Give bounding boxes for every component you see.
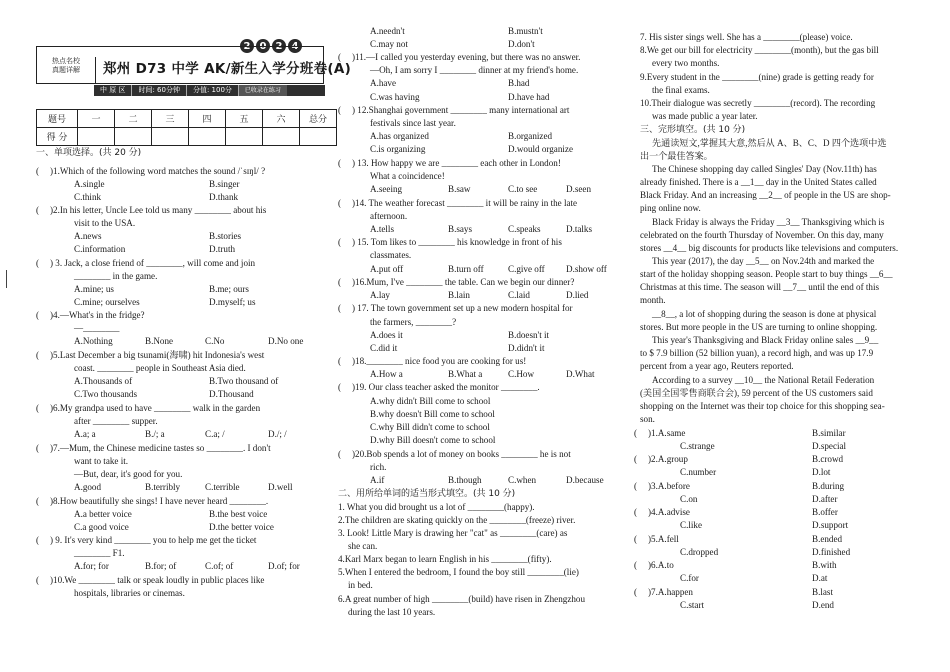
text-line: A.single [74, 179, 105, 189]
text-line: C.speaks [508, 224, 541, 234]
text-line: D.at [812, 573, 828, 583]
text-line: D.after [812, 494, 838, 504]
text-line: C.Two thousands [74, 389, 138, 399]
text-line: 7. His sister sings well. She has a ________(please) voice. [640, 32, 853, 42]
title-box [36, 46, 352, 84]
answer-paren[interactable]: ( [36, 535, 40, 545]
text-line: A.needn't [370, 26, 405, 36]
answer-paren[interactable]: ( [36, 350, 40, 360]
text-line: in bed. [348, 580, 373, 590]
text-line: son. [640, 414, 655, 424]
text-line: )5.A.fell [648, 534, 679, 544]
score-header-cell: 三 [152, 110, 189, 128]
text-line: after ________ supper. [74, 416, 158, 426]
text-line: The Chinese shopping day called Singles' Day (Nov.11th) has [652, 164, 877, 174]
score-header-cell: 二 [115, 110, 152, 128]
text-line: ping online now. [640, 203, 701, 213]
text-line: C.think [74, 192, 102, 202]
text-line: 8.We get our bill for electricity ________(month), but the gas bill [640, 45, 879, 55]
text-line: )19. Our class teacher asked the monitor ________. [352, 382, 540, 392]
text-line: —________ [74, 323, 120, 333]
text-line: C.of; of [205, 561, 234, 571]
answer-paren[interactable]: ( [634, 534, 638, 544]
text-line: B.last [812, 587, 833, 597]
text-line: Black Friday. And an increasing __2__ of people in the US are shop- [640, 190, 891, 200]
score-table [36, 109, 337, 146]
text-line: C.why Bill didn't come to school [370, 422, 490, 432]
text-line: )10.We ________ talk or speak loudly in public places like [50, 575, 265, 585]
badge-line: 热点名校 [52, 57, 80, 65]
score-cell[interactable] [300, 128, 337, 146]
text-line: D.seen [566, 184, 591, 194]
binding-margin-mark [6, 270, 7, 288]
text-line: A.why didn't Bill come to school [370, 396, 491, 406]
text-line: )3.A.before [648, 481, 690, 491]
text-line: rich. [370, 462, 387, 472]
text-line: This year's Thanksgiving and Black Friday online sales __9__ [652, 335, 879, 345]
text-line: A.does it [370, 330, 403, 340]
text-line: )6.My grandpa used to have ________ walk in the garden [50, 403, 261, 413]
text-line: stores. But more people in the US are turning to online shopping. [640, 322, 878, 332]
answer-paren[interactable]: ( [634, 507, 638, 517]
text-line: C.when [508, 475, 537, 485]
text-line: ________ F1. [74, 548, 125, 558]
text-line: B.similar [812, 428, 846, 438]
text-line: 先通读短文,掌握其大意,然后从 A、B、C、D 四个选项中选 [652, 138, 887, 148]
text-line: ) 9. It's very kind ________ you to help me get the ticket [50, 535, 257, 545]
text-line: B.though [448, 475, 482, 485]
text-line: __8__, a lot of shopping during the season is done at physical [652, 309, 877, 319]
answer-paren[interactable]: ( [36, 496, 40, 506]
answer-paren[interactable]: ( [36, 166, 40, 176]
text-line: ________ in the game. [74, 271, 158, 281]
text-line: )4.A.advise [648, 507, 690, 517]
year-digit: 0 [256, 39, 270, 53]
text-line: B.singer [209, 179, 240, 189]
score-cell[interactable] [115, 128, 152, 146]
text-line: afternoon. [370, 211, 408, 221]
text-line: want to take it. [74, 456, 129, 466]
text-line: B.offer [812, 507, 838, 517]
text-line: B.mustn't [508, 26, 543, 36]
section1-title: 一、单项选择。(共 20 分) [36, 148, 142, 158]
text-line: )18.________ nice food you are cooking for us! [352, 356, 527, 366]
answer-paren[interactable]: ( [338, 382, 342, 392]
text-line: festivals since last year. [370, 118, 456, 128]
text-line: C.No [205, 336, 225, 346]
text-line: C.laid [508, 290, 530, 300]
info-district: 中 原 区 [94, 85, 132, 96]
text-line: A.Thousands of [74, 376, 133, 386]
text-line: D.truth [209, 244, 236, 254]
text-line: every two months. [652, 58, 720, 68]
answer-paren[interactable]: ( [36, 205, 40, 215]
answer-paren[interactable]: ( [634, 560, 638, 570]
text-line: month. [640, 295, 666, 305]
answer-paren[interactable]: ( [338, 449, 342, 459]
text-line: A.Nothing [74, 336, 113, 346]
text-line: start of the holiday shopping season. People start to buy things __6__ [640, 269, 893, 279]
text-line: )5.Last December a big tsunami(海啸) hit Indonesia's west [50, 350, 265, 360]
text-line: B.turn off [448, 264, 484, 274]
text-line: C.dropped [680, 547, 719, 557]
text-line: D.Thousand [209, 389, 254, 399]
text-line: A.has organized [370, 131, 429, 141]
text-line: D.special [812, 441, 847, 451]
text-line: C.give off [508, 264, 545, 274]
text-line: celebrated on the fourth Thursday of November. On this day, many [640, 230, 884, 240]
text-line: A.a better voice [74, 509, 132, 519]
exam-info-bar [94, 85, 325, 96]
text-line: D.lied [566, 290, 589, 300]
text-line: C.strange [680, 441, 715, 451]
text-line: 1. What you did brought us a lot of ________(happy). [338, 502, 535, 512]
text-line: B.with [812, 560, 837, 570]
answer-paren[interactable]: ( [338, 198, 342, 208]
text-line: hospitals, libraries or cinemas. [74, 588, 185, 598]
text-line: 9.Every student in the ________(nine) grade is getting ready for [640, 72, 874, 82]
text-line: A.put off [370, 264, 404, 274]
text-line: D.finished [812, 547, 851, 557]
score-header-cell: 六 [263, 110, 300, 128]
text-line: )6.A.to [648, 560, 674, 570]
text-line: B.ended [812, 534, 843, 544]
text-line: B.had [508, 78, 530, 88]
text-line: This year (2017), the day __5__ on Nov.24th and marked the [652, 256, 875, 266]
text-line: Black Friday is always the Friday __3__ Thanksgiving which is [652, 217, 885, 227]
text-line: )20.Bob spends a lot of money on books ________ he is not [352, 449, 571, 459]
score-table-header-row [37, 110, 337, 128]
text-line: C.was having [370, 92, 420, 102]
text-line: A.lay [370, 290, 390, 300]
score-cell[interactable] [263, 128, 300, 146]
text-line: D.What [566, 369, 595, 379]
text-line: 二、用所给单词的适当形式填空。(共 10 分) [338, 489, 516, 499]
text-line: A.if [370, 475, 385, 485]
text-line: stores __4__ big discounts for products like televisions and computers. [640, 243, 899, 253]
score-cell[interactable] [78, 128, 115, 146]
text-line: 出一个最佳答案。 [640, 151, 713, 161]
score-header-cell: 总分 [300, 110, 337, 128]
text-line: A.news [74, 231, 102, 241]
text-line: A.tells [370, 224, 394, 234]
text-line: —But, dear, it's good for you. [74, 469, 183, 479]
text-line: C.for [680, 573, 699, 583]
answer-paren[interactable]: ( [338, 237, 342, 247]
text-line: C.may not [370, 39, 408, 49]
text-line: )4.—What's in the fridge? [50, 310, 145, 320]
text-line: C.to see [508, 184, 538, 194]
text-line: A.a; a [74, 429, 96, 439]
year-digit: 4 [288, 39, 302, 53]
text-line: (美国全国零售商联合会), 59 percent of the US customers said [640, 388, 873, 398]
text-line: C.number [680, 467, 717, 477]
text-line: According to a survey __10__ the National Retail Federation [652, 375, 875, 385]
answer-paren[interactable]: ( [338, 158, 342, 168]
score-cell[interactable] [226, 128, 263, 146]
year-digit: 2 [272, 39, 286, 53]
text-line: D.show off [566, 264, 607, 274]
text-line: B.None [145, 336, 174, 346]
text-line: 10.Their dialogue was secretly ________(record). The recording [640, 98, 876, 108]
text-line: B.stories [209, 231, 242, 241]
text-line: D.because [566, 475, 604, 485]
text-line: D.have had [508, 92, 550, 102]
text-line: A.seeing [370, 184, 403, 194]
text-line: B.during [812, 481, 845, 491]
text-line: )2.In his letter, Uncle Lee told us many ________ about his [50, 205, 267, 215]
text-line: B.Two thousand of [209, 376, 279, 386]
text-line: during the last 10 years. [348, 607, 436, 617]
badge-line: 真题详解 [52, 66, 80, 74]
text-line: )14. The weather forecast ________ it will be rainy in the late [352, 198, 578, 208]
exam-title: 郑州 D73 中学 AK/新生入学分班卷(A) [103, 61, 352, 77]
hot-school-badge [37, 57, 96, 83]
answer-paren[interactable]: ( [36, 403, 40, 413]
text-line: B./; a [145, 429, 165, 439]
text-line: D.No one [268, 336, 304, 346]
text-line: C.like [680, 520, 702, 530]
answer-paren[interactable]: ( [634, 587, 638, 597]
answer-paren[interactable]: ( [36, 443, 40, 453]
text-line: B.why doesn't Bill come to school [370, 409, 495, 419]
text-line: C.start [680, 600, 704, 610]
answer-paren[interactable]: ( [634, 454, 638, 464]
text-line: C.on [680, 494, 698, 504]
info-score: 分值: 100分 [187, 85, 239, 96]
answer-paren[interactable]: ( [634, 481, 638, 491]
text-line: ) 17. The town government set up a new modern hospital for [352, 303, 573, 313]
score-header-cell: 五 [226, 110, 263, 128]
text-line: ) 13. How happy we are ________ each other in London! [352, 158, 561, 168]
text-line: )8.How beautifully she sings! I have never heard ________. [50, 496, 269, 506]
year-digit: 2 [240, 39, 254, 53]
text-line: C.did it [370, 343, 398, 353]
text-line: B.crowd [812, 454, 844, 464]
text-line: D.well [268, 482, 293, 492]
text-line: B.organized [508, 131, 553, 141]
text-line: the farmers, ________? [370, 317, 457, 327]
text-line: classmates. [370, 250, 412, 260]
text-line: ) 12.Shanghai government ________ many international art [352, 105, 570, 115]
text-line: A.for; for [74, 561, 109, 571]
answer-paren[interactable]: ( [338, 52, 342, 62]
text-line: A.mine; us [74, 284, 114, 294]
info-time: 时间: 60分钟 [132, 85, 187, 96]
text-line: C.a; / [205, 429, 225, 439]
answer-paren[interactable]: ( [634, 428, 638, 438]
text-line: D./; / [268, 429, 287, 439]
answer-paren[interactable]: ( [338, 105, 342, 115]
answer-paren[interactable]: ( [36, 310, 40, 320]
text-line: )1.A.same [648, 428, 686, 438]
text-line: 6.A great number of high ________(build) have risen in Zhengzhou [338, 594, 585, 604]
answer-paren[interactable]: ( [338, 303, 342, 313]
text-line: B.the best voice [209, 509, 268, 519]
text-line: A.have [370, 78, 397, 88]
text-line: D.end [812, 600, 834, 610]
score-cell[interactable] [152, 128, 189, 146]
score-header-cell: 四 [189, 110, 226, 128]
text-line: D.lot [812, 467, 831, 477]
text-line: 3. Look! Little Mary is drawing her "cat" as ________(care) as [338, 528, 568, 538]
text-line: B.says [448, 224, 472, 234]
text-line: )2.A.group [648, 454, 688, 464]
text-line: the final exams. [652, 85, 710, 95]
text-line: 4.Karl Marx began to learn English in his ________(fifty). [338, 554, 552, 564]
text-line: )11.—I called you yesterday evening, but there was no answer. [352, 52, 581, 62]
score-label-cell: 得 分 [37, 128, 78, 146]
answer-paren[interactable]: ( [338, 356, 342, 366]
text-line: D.would organize [508, 144, 573, 154]
score-table-score-row [37, 128, 337, 146]
text-line: 三、完形填空。(共 10 分) [640, 125, 746, 135]
text-line: A.good [74, 482, 102, 492]
text-line: ) 3. Jack, a close friend of ________, will come and join [50, 258, 256, 268]
text-line: )16.Mum, I've ________ the table. Can we begin our dinner? [352, 277, 575, 287]
text-line: B.for; of [145, 561, 177, 571]
text-line: C.terrible [205, 482, 240, 492]
text-line: )7.A.happen [648, 587, 693, 597]
text-line: D.don't [508, 39, 535, 49]
text-line: to $ 7.9 billion (52 billion yuan), a record high, and was up 17.9 [640, 348, 874, 358]
text-line: D.talks [566, 224, 593, 234]
score-header-cell: 题号 [37, 110, 78, 128]
text-line: D.the better voice [209, 522, 274, 532]
answer-paren[interactable]: ( [36, 575, 40, 585]
text-line: coast. ________ people in Southeast Asia died. [74, 363, 246, 373]
text-line: )7.—Mum, the Chinese medicine tastes so ________. I don't [50, 443, 271, 453]
answer-paren[interactable]: ( [36, 258, 40, 268]
text-line: B.saw [448, 184, 471, 194]
score-header-cell: 一 [78, 110, 115, 128]
text-line: D.support [812, 520, 849, 530]
text-line: D.thank [209, 192, 239, 202]
text-line: B.lain [448, 290, 470, 300]
text-line: A.How a [370, 369, 403, 379]
text-line: already finished. There is a __1__ day in the United States called [640, 177, 877, 187]
text-line: shopping on the Internet was their top choice for this shopping sea- [640, 401, 885, 411]
text-line: B.doesn't it [508, 330, 550, 340]
text-line: C.How [508, 369, 535, 379]
text-line: 5.When I entered the bedroom, I found the boy still ________(lie) [338, 567, 579, 577]
text-line: B.me; ours [209, 284, 249, 294]
text-line: B.terribly [145, 482, 181, 492]
text-line: C.information [74, 244, 126, 254]
text-line: 2.The children are skating quickly on the ________(freeze) river. [338, 515, 576, 525]
text-line: percent from a year ago, Reuters reported. [640, 361, 794, 371]
info-note: 已收录在练习 [239, 85, 287, 96]
text-line: ) 15. Tom likes to ________ his knowledge in front of his [352, 237, 562, 247]
text-line: —Oh, I am sorry I ________ dinner at my friend's home. [370, 65, 579, 75]
answer-paren[interactable]: ( [338, 277, 342, 287]
text-line: Christmas at this time. The season will __7__ until the end of this [640, 282, 880, 292]
text-line: D.didn't it [508, 343, 545, 353]
text-line: )1.Which of the following word matches the sound /ˈsɪŋl/ ? [50, 166, 266, 176]
text-line: D.why Bill doesn't come to school [370, 435, 496, 445]
text-line: was made public a year later. [652, 111, 758, 121]
text-line: D.myself; us [209, 297, 256, 307]
text-line: she can. [348, 541, 378, 551]
text-line: C.a good voice [74, 522, 129, 532]
text-line: C.mine; ourselves [74, 297, 140, 307]
text-line: D.of; for [268, 561, 300, 571]
text-line: What a coincidence! [370, 171, 445, 181]
score-cell[interactable] [189, 128, 226, 146]
text-line: C.is organizing [370, 144, 426, 154]
text-line: B.What a [448, 369, 483, 379]
text-line: visit to the USA. [74, 218, 136, 228]
